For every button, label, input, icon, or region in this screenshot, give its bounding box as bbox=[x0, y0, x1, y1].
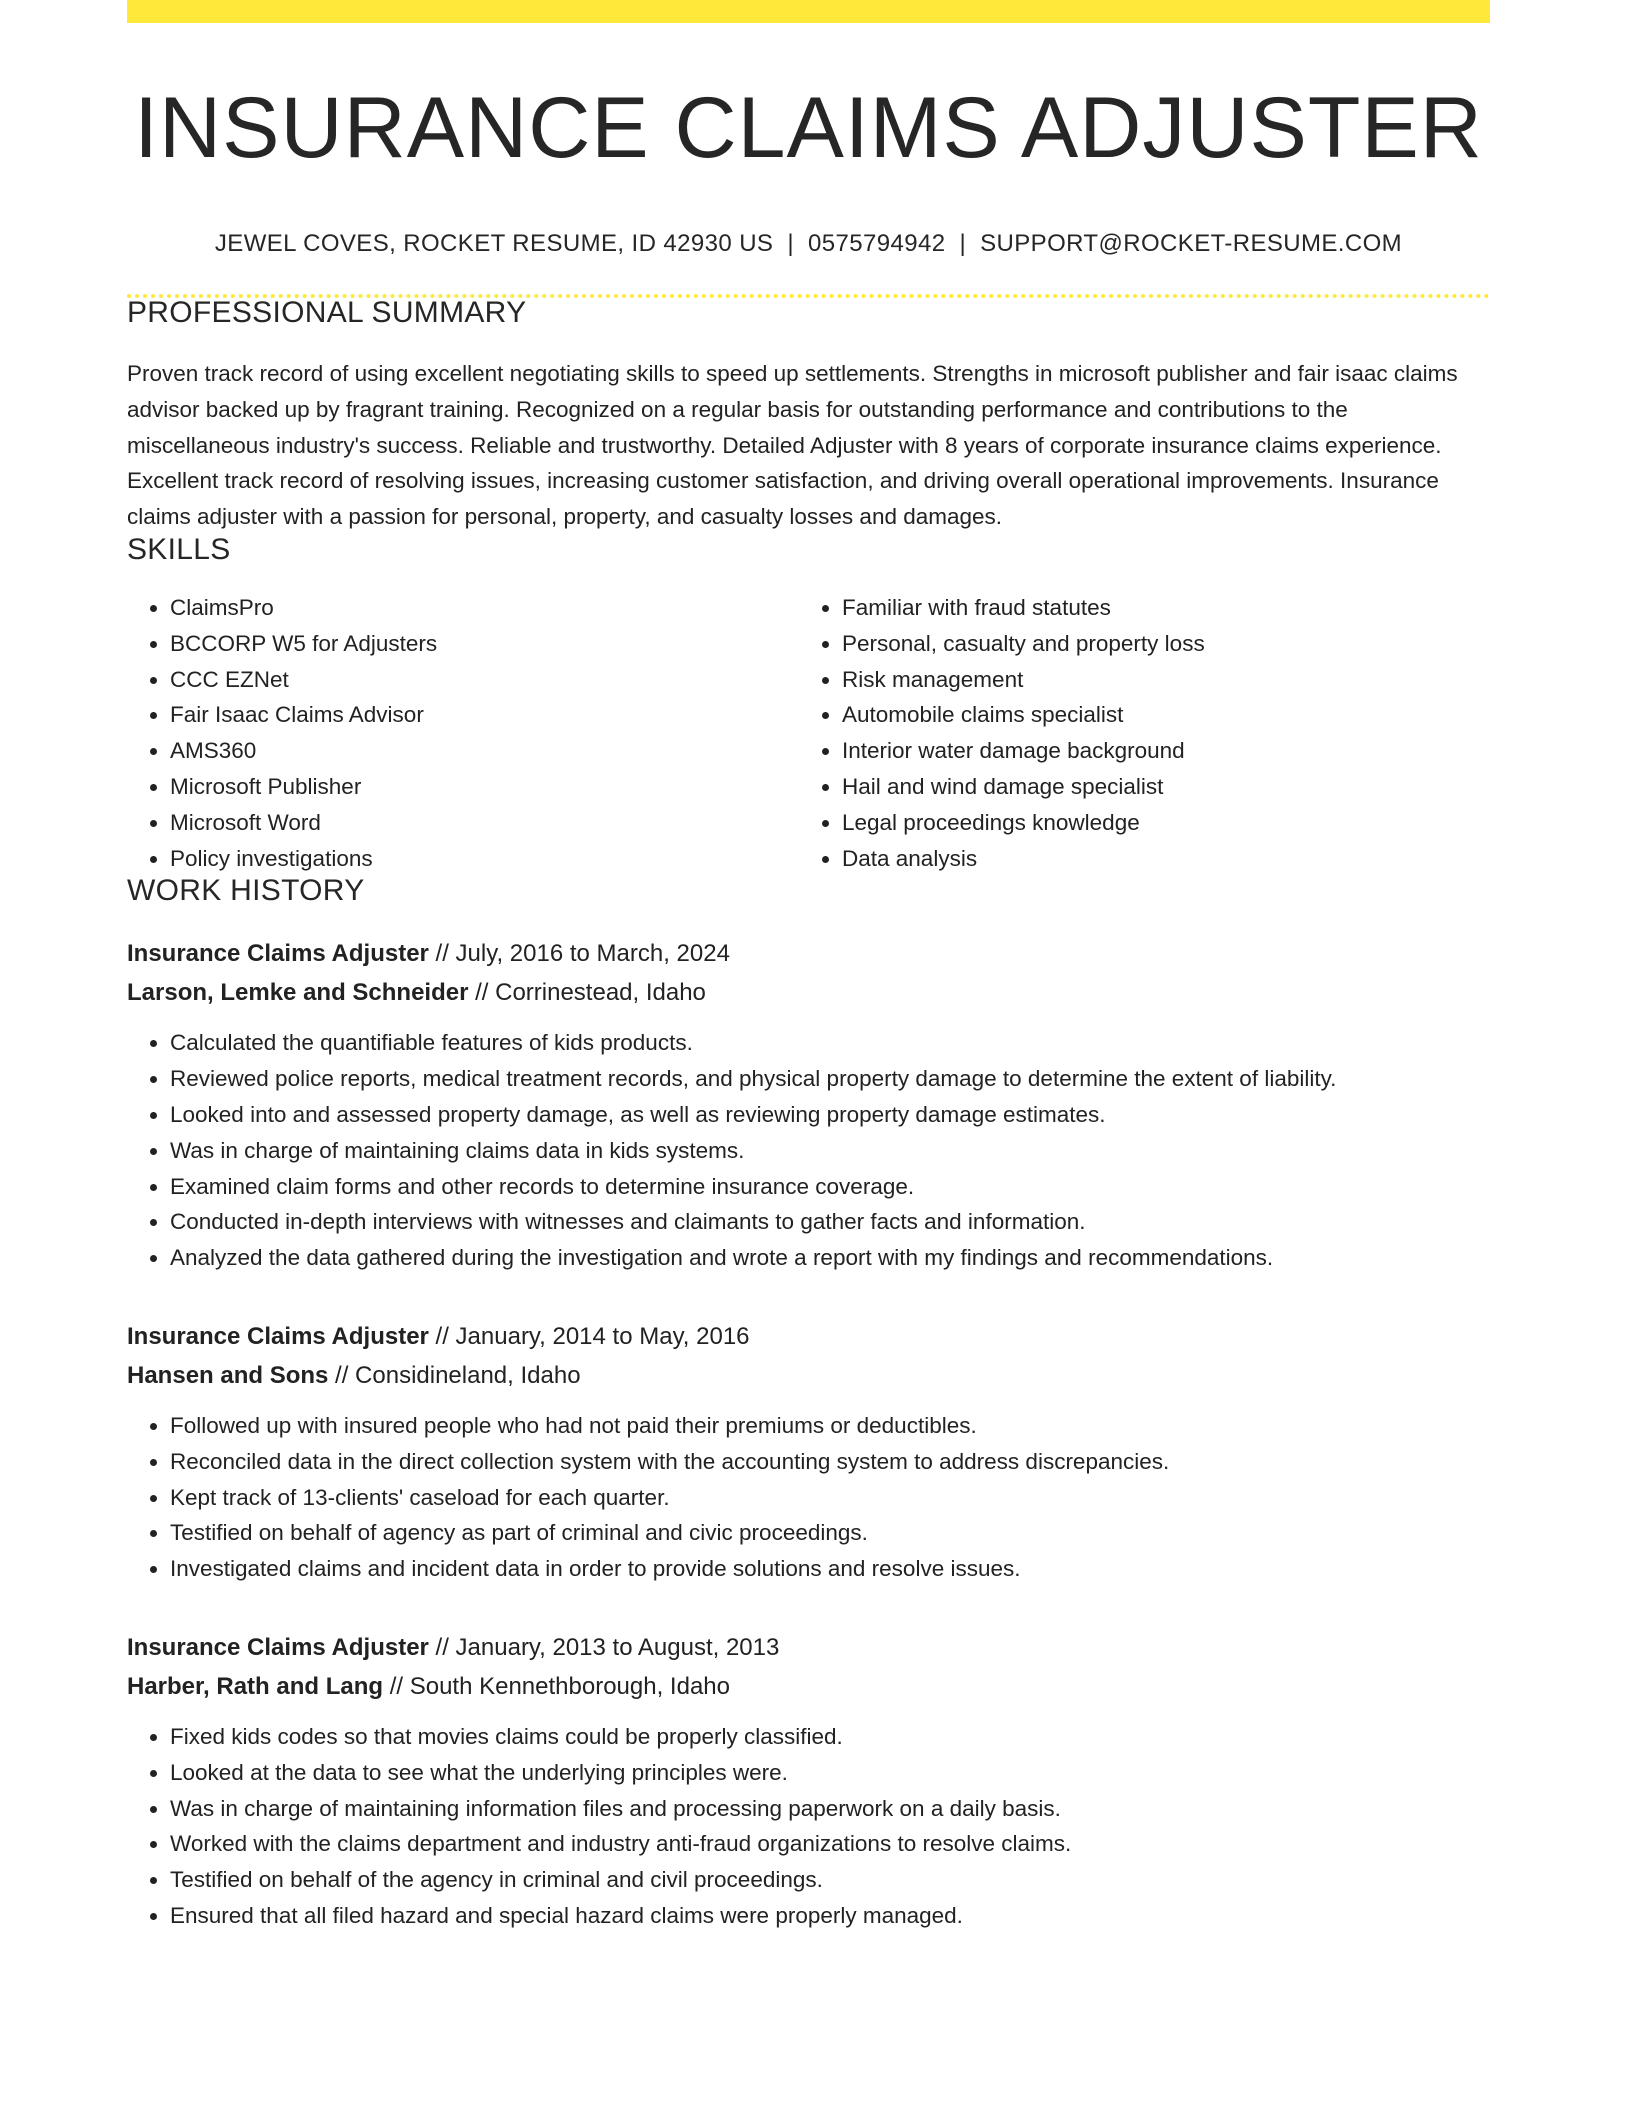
job-dates: // July, 2016 to March, 2024 bbox=[428, 940, 730, 968]
skill-item: • Personal, casualty and property loss bbox=[842, 626, 1471, 662]
resume-name-heading: INSURANCE CLAIMS ADJUSTER bbox=[134, 80, 1483, 176]
job-company: Harber, Rath and Lang bbox=[127, 1672, 384, 1700]
skill-item: • Fair Isaac Claims Advisor bbox=[170, 697, 799, 733]
job-title-line bbox=[127, 1317, 1490, 1356]
job-duty-item: • Testified on behalf of agency as part of criminal and civic proceedings. bbox=[170, 1515, 1490, 1551]
job-title: Insurance Claims Adjuster bbox=[127, 1322, 429, 1350]
skill-item: • Microsoft Publisher bbox=[170, 769, 799, 805]
job-duty-item: • Worked with the claims department and industry anti-fraud organizations to resolve claims. bbox=[170, 1826, 1490, 1862]
work-history-title: WORK HISTORY bbox=[127, 874, 365, 908]
skill-item: • Interior water damage background bbox=[842, 733, 1471, 769]
job-duty-item: • Examined claim forms and other records to determine insurance coverage. bbox=[170, 1169, 1490, 1205]
job-location: // Corrinestead, Idaho bbox=[468, 979, 706, 1007]
work-history-section bbox=[127, 876, 1490, 1933]
contact-line bbox=[127, 232, 1490, 256]
skill-item: • CCC EZNet bbox=[170, 662, 799, 698]
skills-title: SKILLS bbox=[127, 532, 231, 566]
job-duty-item: • Testified on behalf of the agency in criminal and civil proceedings. bbox=[170, 1862, 1490, 1898]
summary-title: PROFESSIONAL SUMMARY bbox=[127, 296, 527, 329]
skill-item: • AMS360 bbox=[170, 733, 799, 769]
contact-address: JEWEL COVES, ROCKET RESUME, ID 42930 US bbox=[214, 230, 774, 257]
resume-page bbox=[127, 0, 1490, 1934]
job-entry bbox=[127, 1628, 1490, 1934]
skill-item: • Risk management bbox=[842, 662, 1471, 698]
job-location: // South Kennethborough, Idaho bbox=[383, 1672, 730, 1700]
accent-top-bar bbox=[127, 0, 1490, 23]
job-entry bbox=[127, 934, 1490, 1276]
skill-item: • BCCORP W5 for Adjusters bbox=[170, 626, 799, 662]
job-company-line bbox=[127, 973, 1490, 1012]
job-duty-item: • Ensured that all filed hazard and special hazard claims were properly managed. bbox=[170, 1898, 1490, 1934]
skills-column-left bbox=[127, 590, 799, 876]
skill-item: • Data analysis bbox=[842, 841, 1471, 877]
job-duty-item: • Analyzed the data gathered during the investigation and wrote a report with my findings and recommendations. bbox=[170, 1240, 1490, 1276]
job-duty-item: • Conducted in-depth interviews with witnesses and claimants to gather facts and information. bbox=[170, 1204, 1490, 1240]
job-duty-item: • Was in charge of maintaining information files and processing paperwork on a daily basis. bbox=[170, 1791, 1490, 1827]
skill-item: • Legal proceedings knowledge bbox=[842, 805, 1471, 841]
job-duties-list bbox=[127, 1719, 1490, 1934]
skill-item: • ClaimsPro bbox=[170, 590, 799, 626]
skill-item: • Hail and wind damage specialist bbox=[842, 769, 1471, 805]
job-duty-item: • Calculated the quantifiable features of kids products. bbox=[170, 1025, 1490, 1061]
job-duty-item: • Followed up with insured people who had not paid their premiums or deductibles. bbox=[170, 1408, 1490, 1444]
job-entry bbox=[127, 1317, 1490, 1587]
job-title: Insurance Claims Adjuster bbox=[127, 1633, 429, 1661]
contact-phone: 0575794942 bbox=[807, 230, 946, 257]
skill-item: • Microsoft Word bbox=[170, 805, 799, 841]
skill-item: • Policy investigations bbox=[170, 841, 799, 877]
job-duty-item: • Fixed kids codes so that movies claims could be properly classified. bbox=[170, 1719, 1490, 1755]
contact-separator: | bbox=[959, 230, 967, 257]
job-duty-item: • Kept track of 13-clients' caseload for each quarter. bbox=[170, 1480, 1490, 1516]
job-company: Larson, Lemke and Schneider bbox=[127, 979, 469, 1007]
skills-column-right bbox=[799, 590, 1471, 876]
skills-list-right bbox=[799, 590, 1471, 876]
job-dates: // January, 2014 to May, 2016 bbox=[428, 1322, 750, 1350]
contact-separator: | bbox=[787, 230, 794, 257]
skill-item: • Familiar with fraud statutes bbox=[842, 590, 1471, 626]
skills-list-left bbox=[127, 590, 799, 876]
job-duty-item: • Reviewed police reports, medical treatment records, and physical property damage to determine the extent of liability. bbox=[170, 1061, 1490, 1097]
job-duty-item: • Was in charge of maintaining claims data in kids systems. bbox=[170, 1133, 1490, 1169]
job-title-line bbox=[127, 934, 1490, 973]
job-company-line bbox=[127, 1667, 1490, 1706]
job-location: // Considineland, Idaho bbox=[328, 1361, 581, 1389]
job-duty-item: • Investigated claims and incident data in order to provide solutions and resolve issues. bbox=[170, 1551, 1490, 1587]
job-duty-item: • Reconciled data in the direct collection system with the accounting system to address discrepancies. bbox=[170, 1444, 1490, 1480]
skills-section bbox=[127, 532, 1490, 876]
job-title-line bbox=[127, 1628, 1490, 1667]
job-duty-item: • Looked into and assessed property damage, as well as reviewing property damage estimates. bbox=[170, 1097, 1490, 1133]
job-duty-item: • Looked at the data to see what the underlying principles were. bbox=[170, 1755, 1490, 1791]
job-company-line bbox=[127, 1356, 1490, 1395]
summary-section bbox=[127, 298, 1490, 535]
summary-text: Proven track record of using excellent negotiating skills to speed up settlements. Strengths in microsoft publisher and fair isaac claims advisor backed up by fragrant training. Recognized on a regular basis for outstanding performance and contributions to the miscellaneous industry's success. Reliable and trustworthy. Detailed Adjuster with 8 years of corporate insurance claims experience. Excellent track record of resolving issues, increasing customer satisfaction, and driving overall operational improvements. Insurance claims adjuster with a passion for personal, property, and casualty losses and damages. bbox=[127, 361, 1458, 530]
job-dates: // January, 2013 to August, 2013 bbox=[428, 1633, 780, 1661]
job-duties-list bbox=[127, 1025, 1490, 1276]
job-company: Hansen and Sons bbox=[127, 1361, 329, 1389]
contact-email: SUPPORT@ROCKET-RESUME.COM bbox=[980, 230, 1403, 257]
job-duties-list bbox=[127, 1408, 1490, 1587]
skills-columns bbox=[127, 590, 1490, 876]
skill-item: • Automobile claims specialist bbox=[842, 697, 1471, 733]
job-title: Insurance Claims Adjuster bbox=[127, 940, 429, 968]
